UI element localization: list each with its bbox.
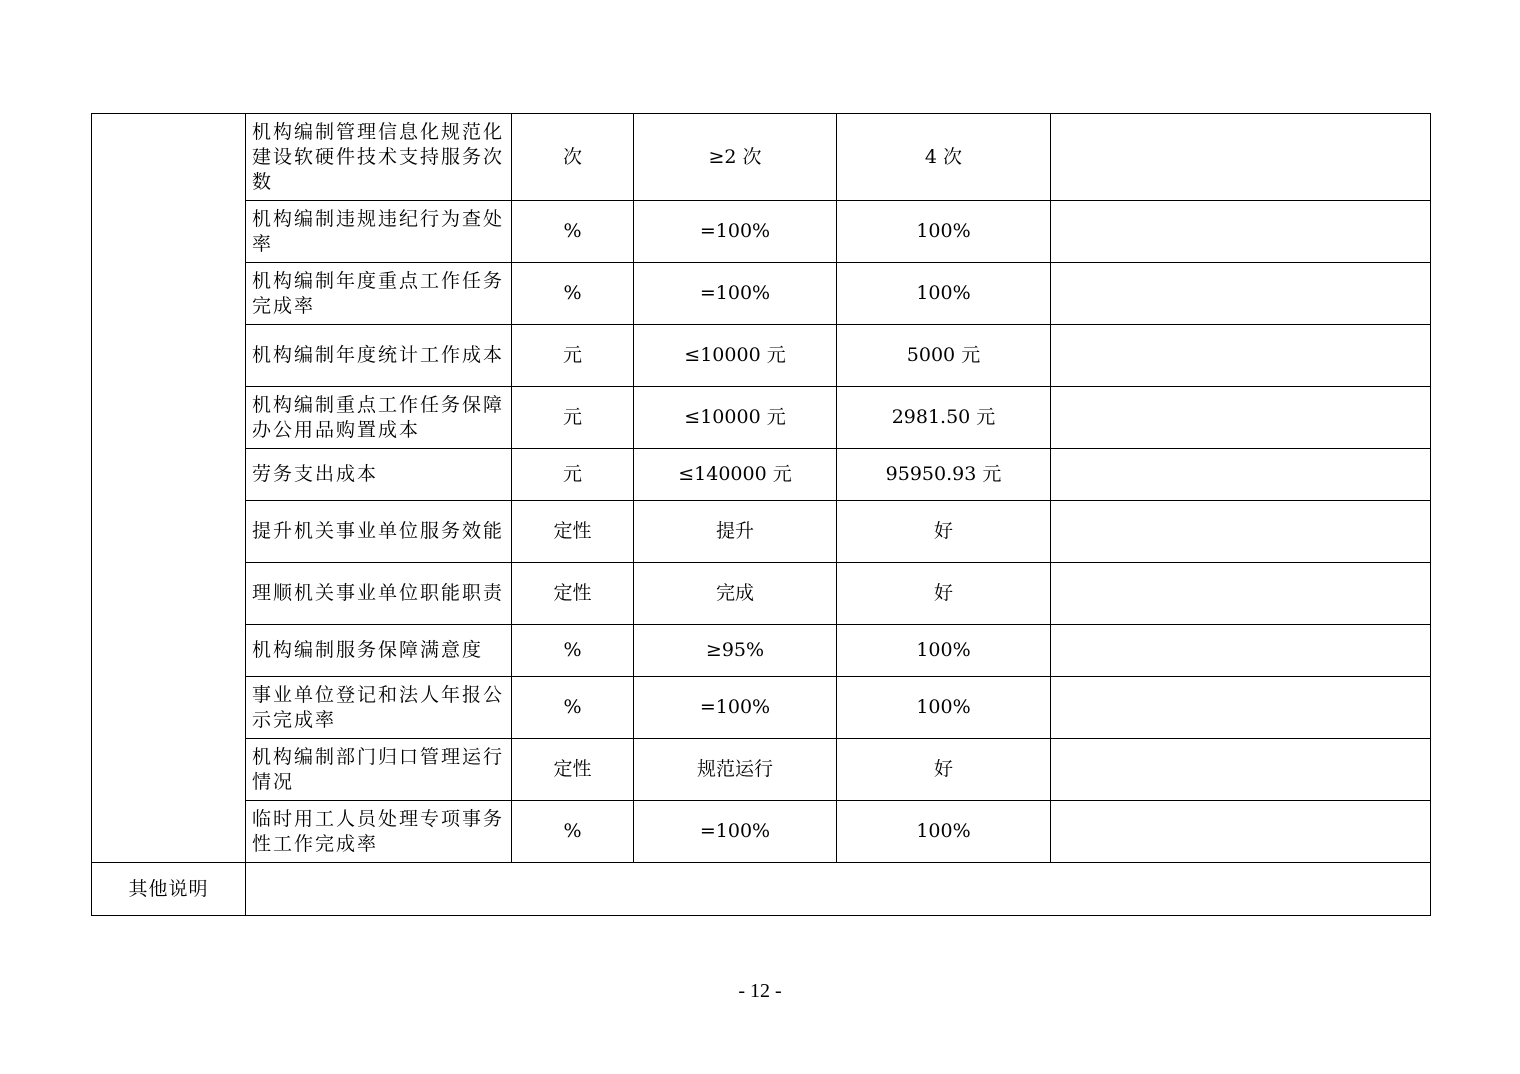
indicator-name: 机构编制重点工作任务保障办公用品购置成本 xyxy=(246,387,512,449)
indicator-target: =100% xyxy=(634,677,837,739)
indicator-unit: % xyxy=(512,677,634,739)
indicator-target: ≥2 次 xyxy=(634,114,837,201)
indicator-actual: 100% xyxy=(837,625,1051,677)
indicator-actual: 100% xyxy=(837,263,1051,325)
table-row xyxy=(92,114,1431,201)
category-cell xyxy=(92,114,246,863)
indicator-name: 事业单位登记和法人年报公示完成率 xyxy=(246,677,512,739)
indicator-name: 机构编制管理信息化规范化建设软硬件技术支持服务次数 xyxy=(246,114,512,201)
indicator-unit: 元 xyxy=(512,449,634,501)
indicator-target: =100% xyxy=(634,201,837,263)
table-row xyxy=(92,563,1431,625)
indicator-actual: 好 xyxy=(837,501,1051,563)
table-row xyxy=(92,801,1431,863)
indicator-name: 机构编制年度重点工作任务完成率 xyxy=(246,263,512,325)
indicator-name: 临时用工人员处理专项事务性工作完成率 xyxy=(246,801,512,863)
indicator-target: 完成 xyxy=(634,563,837,625)
table-row xyxy=(92,501,1431,563)
page-number: - 12 - xyxy=(738,980,782,1002)
table-row xyxy=(92,201,1431,263)
indicator-target: =100% xyxy=(634,263,837,325)
indicator-actual: 100% xyxy=(837,801,1051,863)
indicator-unit: 次 xyxy=(512,114,634,201)
indicator-unit: 元 xyxy=(512,325,634,387)
indicator-unit: % xyxy=(512,801,634,863)
indicator-unit: 定性 xyxy=(512,563,634,625)
indicator-name: 机构编制违规违纪行为查处率 xyxy=(246,201,512,263)
indicator-target: 规范运行 xyxy=(634,739,837,801)
table-row xyxy=(92,739,1431,801)
indicator-target: ≤10000 元 xyxy=(634,325,837,387)
table-row xyxy=(92,263,1431,325)
indicator-actual: 95950.93 元 xyxy=(837,449,1051,501)
indicator-actual: 好 xyxy=(837,739,1051,801)
indicator-unit: 定性 xyxy=(512,501,634,563)
indicator-name: 理顺机关事业单位职能职责 xyxy=(246,563,512,625)
other-notes-content xyxy=(246,863,1431,916)
indicator-name: 机构编制部门归口管理运行情况 xyxy=(246,739,512,801)
indicator-note xyxy=(1051,501,1431,563)
indicator-note xyxy=(1051,449,1431,501)
table-row xyxy=(92,625,1431,677)
indicator-actual: 5000 元 xyxy=(837,325,1051,387)
indicator-unit: 定性 xyxy=(512,739,634,801)
indicator-note xyxy=(1051,201,1431,263)
indicator-note xyxy=(1051,739,1431,801)
indicator-name: 劳务支出成本 xyxy=(246,449,512,501)
indicator-note xyxy=(1051,263,1431,325)
indicator-actual: 100% xyxy=(837,201,1051,263)
performance-indicator-table xyxy=(91,113,1431,916)
indicator-actual: 好 xyxy=(837,563,1051,625)
indicator-note xyxy=(1051,801,1431,863)
indicator-name: 提升机关事业单位服务效能 xyxy=(246,501,512,563)
indicator-target: ≤140000 元 xyxy=(634,449,837,501)
indicator-target: =100% xyxy=(634,801,837,863)
indicator-unit: 元 xyxy=(512,387,634,449)
indicator-target: ≥95% xyxy=(634,625,837,677)
indicator-note xyxy=(1051,625,1431,677)
table-row xyxy=(92,387,1431,449)
indicator-note xyxy=(1051,563,1431,625)
indicator-unit: % xyxy=(512,625,634,677)
table-row xyxy=(92,325,1431,387)
indicator-actual: 2981.50 元 xyxy=(837,387,1051,449)
indicator-unit: % xyxy=(512,263,634,325)
indicator-note xyxy=(1051,114,1431,201)
table-row xyxy=(92,677,1431,739)
other-notes-label: 其他说明 xyxy=(92,863,246,916)
indicator-note xyxy=(1051,677,1431,739)
table-row xyxy=(92,449,1431,501)
indicator-name: 机构编制服务保障满意度 xyxy=(246,625,512,677)
indicator-actual: 100% xyxy=(837,677,1051,739)
indicator-target: ≤10000 元 xyxy=(634,387,837,449)
indicator-unit: % xyxy=(512,201,634,263)
indicator-note xyxy=(1051,387,1431,449)
indicator-note xyxy=(1051,325,1431,387)
indicator-target: 提升 xyxy=(634,501,837,563)
indicator-name: 机构编制年度统计工作成本 xyxy=(246,325,512,387)
indicator-actual: 4 次 xyxy=(837,114,1051,201)
other-notes-row xyxy=(92,863,1431,916)
